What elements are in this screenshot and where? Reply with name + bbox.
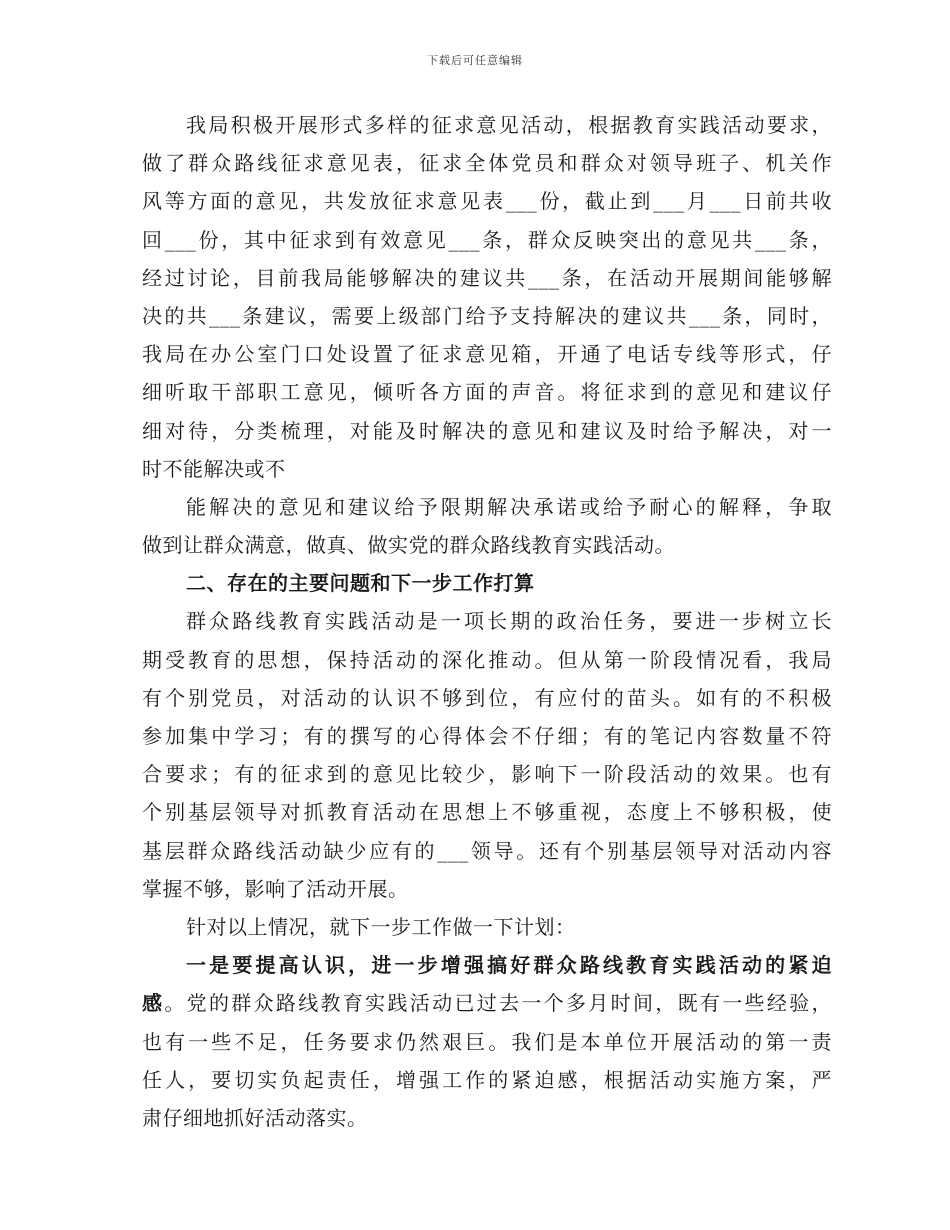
paragraph-4: 针对以上情况，就下一步工作做一下计划： (186, 914, 576, 939)
text-line: 群众路线教育实践活动是一项长期的政治任务，要进一步树立长 (186, 609, 832, 634)
text-line: 个别基层领导对抓教育活动在思想上不够重视，态度上不够积极，使 (142, 800, 832, 825)
paragraph-2 (142, 488, 832, 564)
text-line: 能解决的意见和建议给予限期解决承诺或给予耐心的解释，争取 (186, 494, 832, 519)
text-line: 掌握不够，影响了活动开展。 (142, 876, 409, 901)
document-body (142, 106, 832, 1137)
text-line: 我局在办公室门口处设置了征求意见箱，开通了电话专线等形式，仔 (142, 342, 832, 367)
bold-lead-end: 感 (142, 991, 165, 1016)
text-line: 合要求；有的征求到的意见比较少，影响下一阶段活动的效果。也有 (142, 762, 832, 787)
section-heading: 二、存在的主要问题和下一步工作打算 (186, 571, 535, 596)
text-line: 时不能解决或不 (142, 456, 286, 481)
text-line: 做到让群众满意，做真、做实党的群众路线教育实践活动。 (142, 533, 675, 558)
text-span: 。党的群众路线教育实践活动已过去一个多月时间，既有一些经验， (164, 991, 833, 1016)
text-line (142, 984, 832, 1022)
text-line: 经过讨论，目前我局能够解决的建议共___条，在活动开展期间能够解 (142, 265, 832, 290)
text-line: 期受教育的思想，保持活动的深化推动。但从第一阶段情况看，我局 (142, 647, 832, 672)
paragraph-1 (142, 106, 832, 488)
text-line: 任人，要切实负起责任，增强工作的紧迫感，根据活动实施方案，严 (142, 1067, 832, 1092)
page-header: 下载后可任意编辑 (427, 54, 523, 67)
text-line: 细听取干部职工意见，倾听各方面的声音。将征求到的意见和建议仔 (142, 380, 832, 405)
paragraph-5 (142, 946, 832, 1137)
bold-lead-line: 一是要提高认识，进一步增强搞好群众路线教育实践活动的紧迫 (186, 953, 832, 978)
text-line: 风等方面的意见，共发放征求意见表___份，截止到___月___日前共收 (142, 189, 832, 214)
text-line: 细对待，分类梳理，对能及时解决的意见和建议及时给予解决，对一 (142, 418, 832, 443)
text-line: 基层群众路线活动缺少应有的___领导。还有个别基层领导对活动内容 (142, 838, 832, 863)
text-line: 做了群众路线征求意见表，征求全体党员和群众对领导班子、机关作 (142, 151, 832, 176)
text-line: 回___份，其中征求到有效意见___条，群众反映突出的意见共___条， (142, 227, 832, 252)
text-line: 也有一些不足，任务要求仍然艰巨。我们是本单位开展活动的第一责 (142, 1029, 832, 1054)
text-line: 决的共___条建议，需要上级部门给予支持解决的建议共___条，同时， (142, 303, 832, 328)
text-line: 有个别党员，对活动的认识不够到位，有应付的苗头。如有的不积极 (142, 685, 832, 710)
text-line: 参加集中学习；有的撰写的心得体会不仔细；有的笔记内容数量不符 (142, 724, 832, 748)
paragraph-3 (142, 602, 832, 908)
text-line: 肃仔细地抓好活动落实。 (142, 1105, 368, 1130)
text-line: 我局积极开展形式多样的征求意见活动，根据教育实践活动要求， (186, 113, 832, 137)
